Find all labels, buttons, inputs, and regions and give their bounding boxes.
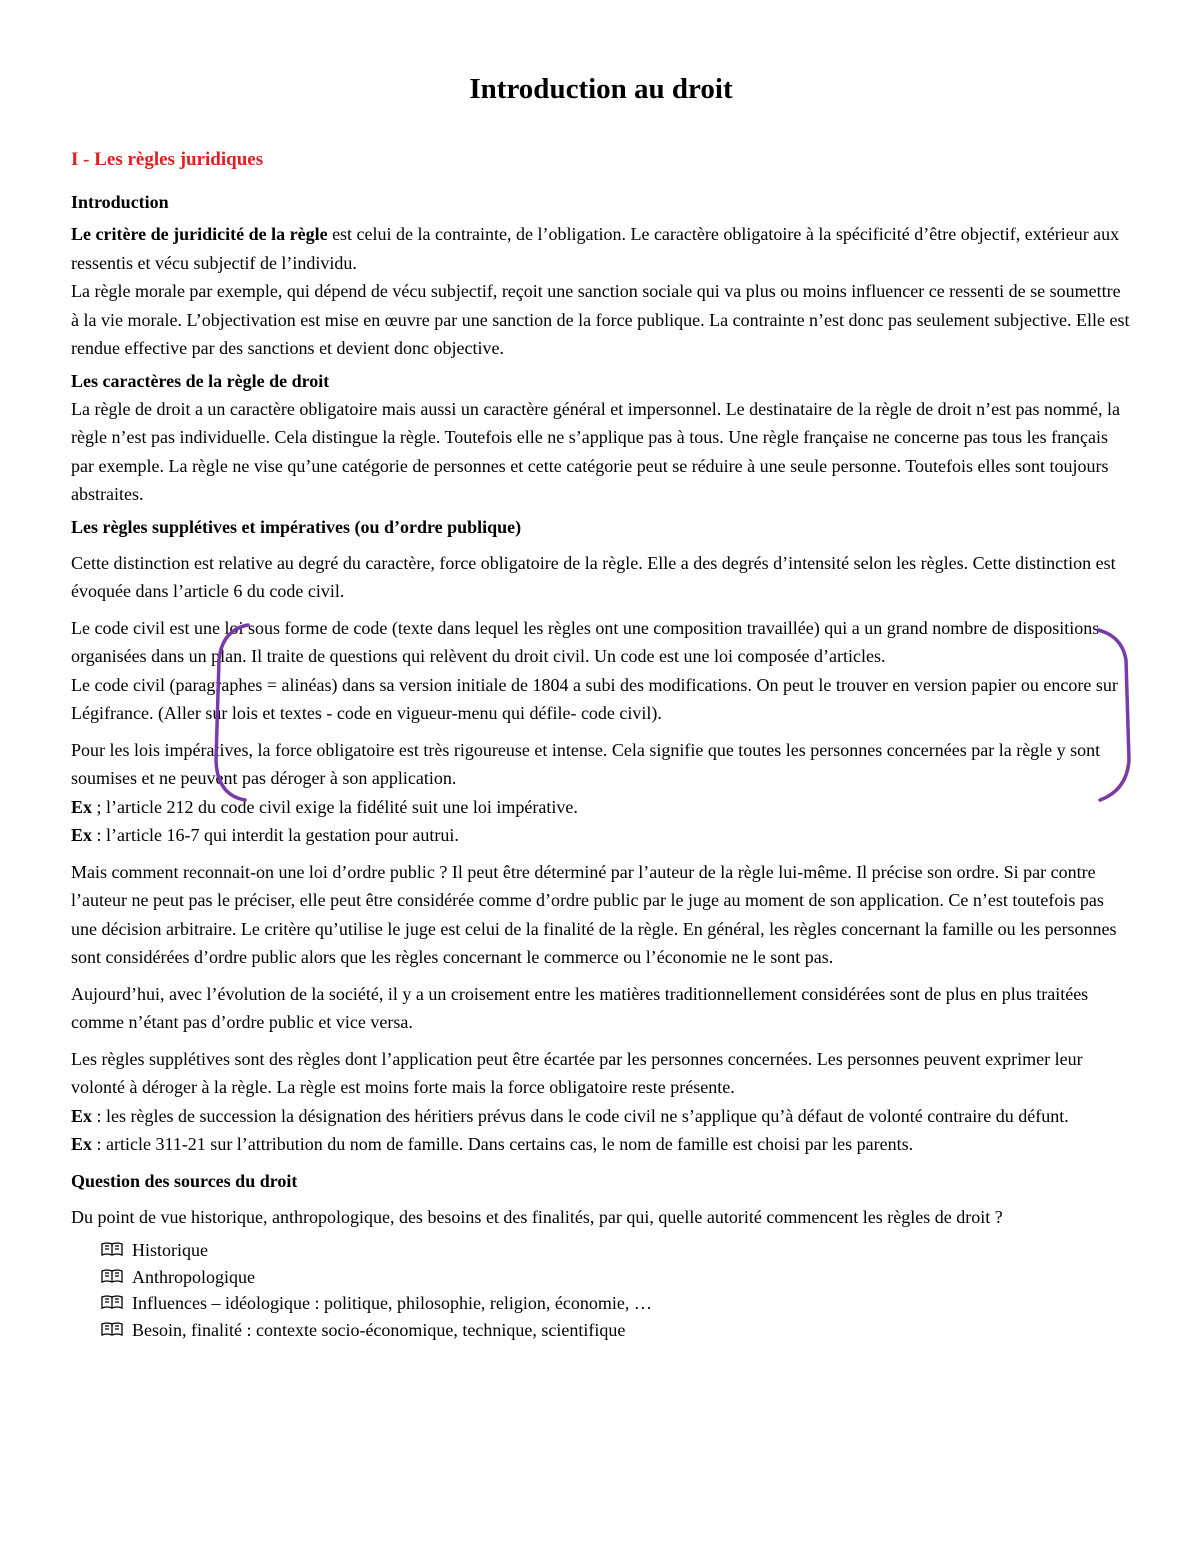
intro-heading: Introduction — [71, 192, 169, 212]
list-item: Historique — [101, 1237, 1131, 1264]
suppletives-paragraph-7: Les règles supplétives sont des règles dont l’application peut être écartée par les personnes concernées. Les personnes peuvent exprimer leur volonté à déroger à la règle. La règle est moins forte mais la force obligatoire reste présente. — [71, 1048, 1083, 1097]
example-1: Ex ; l’article 212 du code civil exige la fidélité suit une loi impérative. — [71, 796, 578, 817]
sources-paragraph: Du point de vue historique, anthropologique, des besoins et des finalités, par qui, quelle autorité commencent les règles de droit ? — [71, 1206, 1003, 1227]
section-heading: I - Les règles juridiques — [71, 149, 264, 170]
suppletives-paragraph-2: Le code civil est une loi sous forme de code (texte dans lequel les règles ont une composition travaillée) qui a un grand nombre de dispositions organisées dans un plan. Il traite de questions qui relèvent du droit civil. Un code est une loi composée d’articles. — [71, 617, 1100, 666]
open-book-icon — [101, 1294, 123, 1310]
suppletives-paragraph-5: Mais comment reconnait-on une loi d’ordre public ? Il peut être déterminé par l’auteur de la règle lui-même. Il précise son ordre. Si par contre l’auteur ne peut pas le préciser, elle peut être considérée comme d’ordre public par le juge au moment de son application. Ce n’est toutefois pas une décision arbitraire. Le critère qu’utilise le juge est celui de la finalité de la règle. En général, les règles concernant la famille ou les personnes sont considérées d’ordre public alors que les règles concernant le commerce ou l’économie ne le sont pas. — [71, 861, 1117, 967]
suppletives-paragraph-6: Aujourd’hui, avec l’évolution de la société, il y a un croisement entre les matières traditionnellement considérées sont de plus en plus traitées comme n’étant pas d’ordre public et vice versa. — [71, 983, 1089, 1032]
suppletives-heading: Les règles supplétives et impératives (ou d’ordre publique) — [71, 516, 522, 537]
caracteres-heading: Les caractères de la règle de droit — [71, 370, 330, 391]
suppletives-paragraph-4: Pour les lois impératives, la force obligatoire est très rigoureuse et intense. Cela signifie que toutes les personnes concernées par la règle y sont soumises et ne peuvent pas déroger à son application. — [71, 739, 1101, 788]
list-item: Anthropologique — [101, 1264, 1131, 1291]
example-4: Ex : article 311-21 sur l’attribution du nom de famille. Dans certains cas, le nom de famille est choisi par les parents. — [71, 1134, 914, 1154]
suppletives-paragraph-1: Cette distinction est relative au degré du caractère, force obligatoire de la règle. Elle a des degrés d’intensité selon les règles. Cette distinction est évoquée dans l’article 6 du code civil. — [71, 552, 1116, 601]
document-title: Introduction au droit — [469, 73, 733, 105]
caracteres-paragraph: La règle de droit a un caractère obligatoire mais aussi un caractère général et impersonnel. Le destinataire de la règle de droit n’est pas nommé, la règle n’est pas individuelle. Cela distingue la règle. Toutefois elle ne s’applique pas à tous. Une règle française ne concerne pas tous les français par exemple. La règle ne vise qu’une catégorie de personnes et cette catégorie peut se réduire à une seule personne. Toutefois elles sont toujours abstraites. — [71, 398, 1121, 504]
intro-bold-term: Le critère de juridicité de la règle — [71, 224, 328, 244]
open-book-icon — [101, 1321, 123, 1337]
document-page — [71, 72, 1131, 1343]
sources-heading: Question des sources du droit — [71, 1170, 298, 1191]
list-item: Besoin, finalité : contexte socio-économique, technique, scientifique — [101, 1317, 1131, 1344]
intro-paragraph-2: La règle morale par exemple, qui dépend de vécu subjectif, reçoit une sanction sociale qui va plus ou moins influencer ce ressenti de se soumettre à la vie morale. L’objectivation est mise en œuvre par une sanction de la force publique. La contrainte n’est donc pas seulement subjective. Elle est rendue effective par des sanctions et devient donc objective. — [71, 281, 1130, 358]
intro-paragraph-1: Le critère de juridicité de la règle est celui de la contrainte, de l’obligation. Le caractère obligatoire à la spécificité d’être objectif, extérieur aux ressentis et vécu subjectif de l’individu. — [71, 224, 1120, 273]
list-item: Influences – idéologique : politique, philosophie, religion, économie, … — [101, 1290, 1131, 1317]
example-3: Ex : les règles de succession la désignation des héritiers prévus dans le code civil ne s’applique qu’à défaut de volonté contraire du défunt. — [71, 1105, 1069, 1126]
sources-bullet-list — [101, 1237, 1131, 1343]
open-book-icon — [101, 1241, 123, 1257]
example-2: Ex : l’article 16-7 qui interdit la gestation pour autrui. — [71, 825, 459, 845]
open-book-icon — [101, 1268, 123, 1284]
suppletives-paragraph-3: Le code civil (paragraphes = alinéas) dans sa version initiale de 1804 a subi des modifications. On peut le trouver en version papier ou encore sur Légifrance. (Aller sur lois et textes - code en vigueur-menu qui défile- code civil). — [71, 674, 1118, 723]
